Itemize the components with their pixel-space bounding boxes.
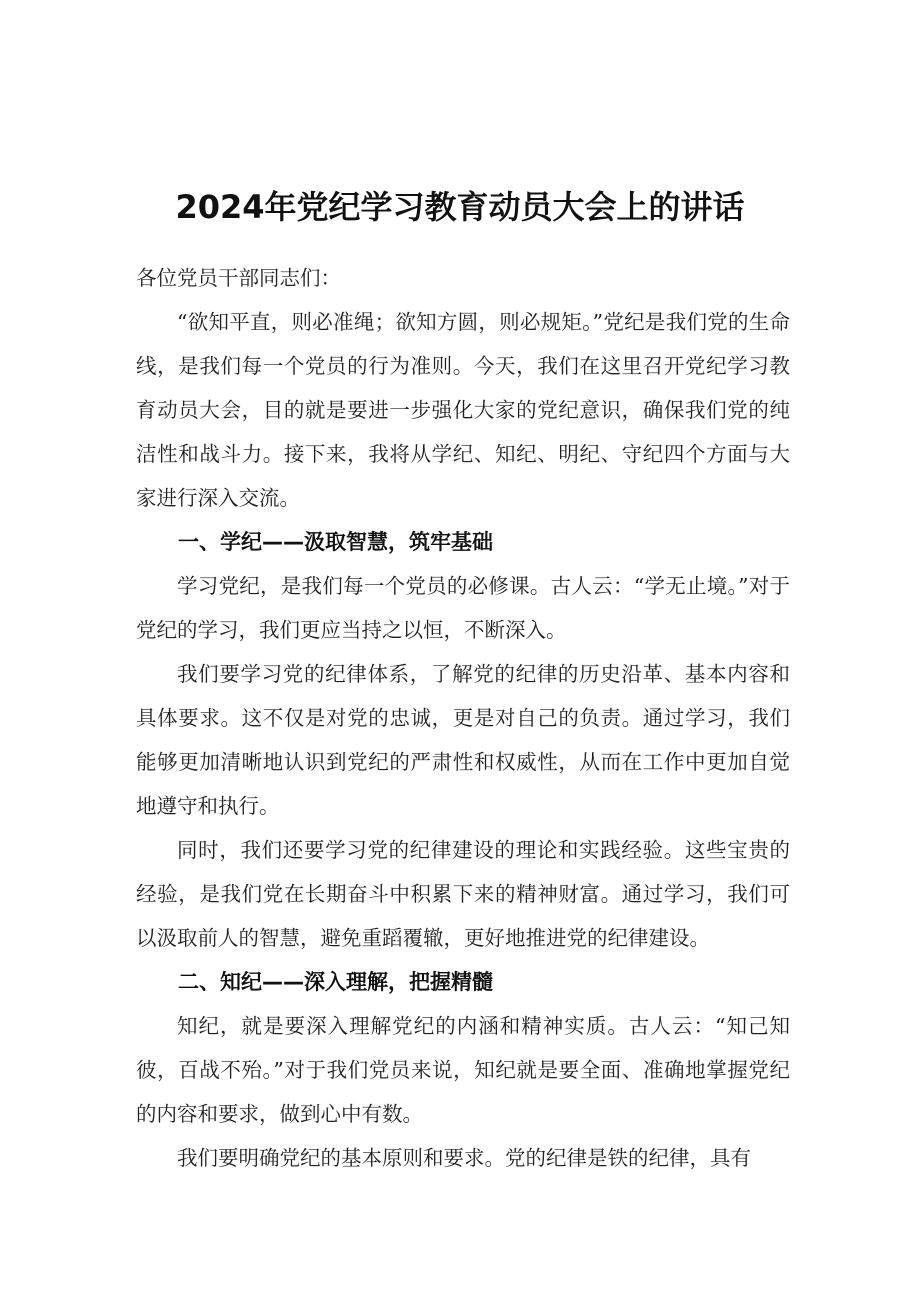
body-paragraph: 知纪，就是要深入理解党纪的内涵和精神实质。古人云：“知己知彼，百战不殆。”对于我们党员来说，知纪就是要全面、准确地掌握党纪的内容和要求，做到心中有数。 — [136, 1014, 790, 1126]
document-title: 2024年党纪学习教育动员大会上的讲话 — [175, 188, 745, 227]
body-paragraph: 学习党纪，是我们每一个党员的必修课。古人云：“学无止境。”对于党纪的学习，我们更应当持之以恒，不断深入。 — [136, 574, 790, 642]
section-heading: 一、学纪——汲取智慧，筑牢基础 — [178, 530, 493, 554]
salutation: 各位党员干部同志们： — [136, 266, 341, 290]
body-paragraph: 我们要明确党纪的基本原则和要求。党的纪律是铁的纪律，具有 — [177, 1146, 751, 1170]
document-body — [136, 256, 790, 1180]
intro-paragraph: “欲知平直，则必准绳；欲知方圆，则必规矩。”党纪是我们党的生命线，是我们每一个党员的行为准则。今天，我们在这里召开党纪学习教育动员大会，目的就是要进一步强化大家的党纪意识，确保我们党的纯洁性和战斗力。接下来，我将从学纪、知纪、明纪、守纪四个方面与大家进行深入交流。 — [136, 310, 790, 510]
body-paragraph: 同时，我们还要学习党的纪律建设的理论和实践经验。这些宝贵的经验，是我们党在长期奋斗中积累下来的精神财富。通过学习，我们可以汲取前人的智慧，避免重蹈覆辙，更好地推进党的纪律建设。 — [136, 838, 790, 950]
body-paragraph: 我们要学习党的纪律体系，了解党的纪律的历史沿革、基本内容和具体要求。这不仅是对党的忠诚，更是对自己的负责。通过学习，我们能够更加清晰地认识到党纪的严肃性和权威性，从而在工作中更加自觉地遵守和执行。 — [136, 662, 790, 818]
section-heading: 二、知纪——深入理解，把握精髓 — [178, 970, 493, 994]
